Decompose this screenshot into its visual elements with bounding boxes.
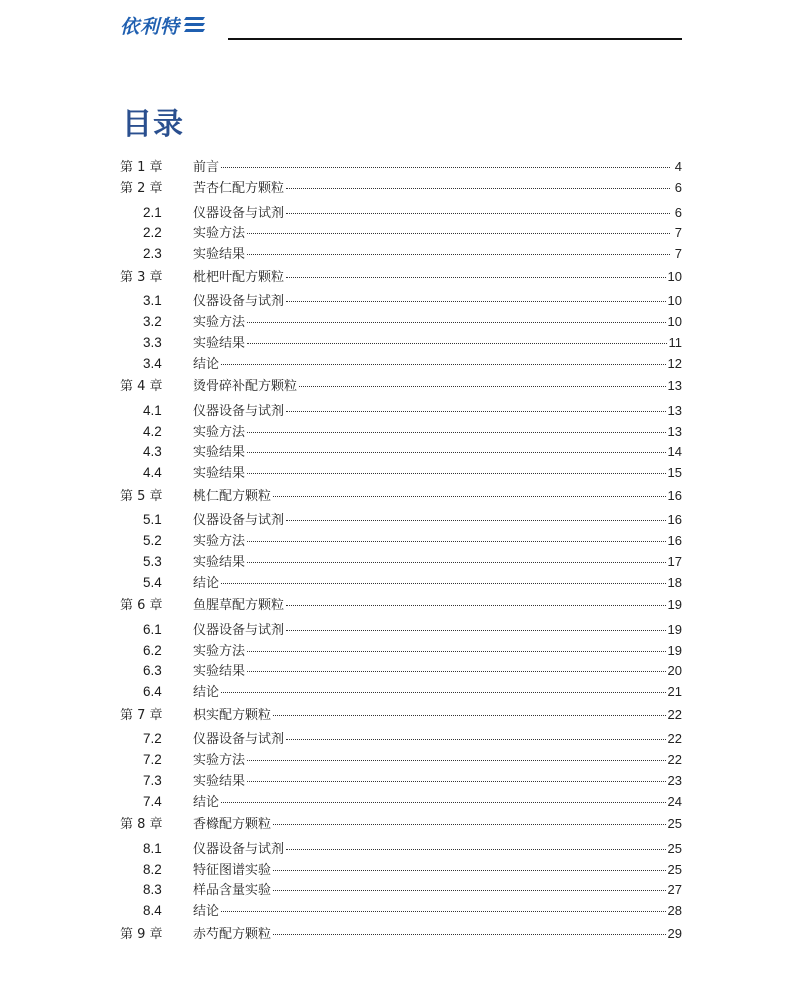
toc-dot-leader bbox=[286, 397, 666, 412]
toc-chapter-entry[interactable] bbox=[120, 177, 682, 197]
toc-dot-leader bbox=[247, 459, 666, 474]
toc-entry-label: 枳实配方颗粒 bbox=[193, 707, 272, 723]
toc-entry-page: 16 bbox=[667, 487, 682, 503]
toc-entry-page: 18 bbox=[667, 574, 682, 590]
toc-entry-label: 前言 bbox=[193, 160, 220, 175]
toc-entry-number: 第 4 章 bbox=[120, 379, 163, 394]
toc-dot-leader bbox=[221, 153, 670, 168]
toc-entry-number: 2.2 bbox=[143, 225, 162, 241]
toc-section-entry[interactable] bbox=[120, 900, 682, 920]
toc-entry-number: 第 2 章 bbox=[120, 180, 163, 196]
toc-entry-label: 实验方法 bbox=[193, 643, 246, 659]
toc-section-entry[interactable] bbox=[120, 353, 682, 373]
toc-chapter-entry[interactable] bbox=[120, 266, 682, 286]
toc-dot-leader bbox=[286, 199, 670, 214]
toc-dot-leader bbox=[247, 418, 666, 433]
toc-entry-label: 结论 bbox=[193, 794, 220, 810]
toc-entry-number: 7.4 bbox=[143, 793, 162, 809]
toc-dot-leader bbox=[286, 835, 666, 850]
toc-entry-page: 13 bbox=[667, 378, 682, 393]
toc-dot-leader bbox=[286, 174, 670, 189]
toc-section-entry[interactable] bbox=[120, 243, 682, 263]
toc-entry-number: 第 9 章 bbox=[120, 926, 163, 942]
toc-entry-label: 实验结果 bbox=[193, 773, 246, 789]
toc-entry-number: 第 3 章 bbox=[120, 269, 163, 285]
toc-section-entry[interactable] bbox=[120, 462, 682, 482]
toc-entry-number: 2.1 bbox=[143, 204, 162, 220]
toc-dot-leader bbox=[286, 616, 666, 631]
toc-entry-page: 22 bbox=[667, 752, 682, 768]
toc-entry-label: 香橼配方颗粒 bbox=[193, 817, 272, 832]
toc-entry-label: 结论 bbox=[193, 575, 220, 591]
toc-entry-label: 实验方法 bbox=[193, 315, 246, 331]
toc-entry-page: 11 bbox=[668, 334, 682, 350]
toc-entry-number: 第 6 章 bbox=[120, 598, 163, 613]
toc-entry-page: 22 bbox=[667, 706, 682, 722]
toc-entry-label: 特征图谱实验 bbox=[193, 862, 272, 878]
logo-text: 依利特 bbox=[120, 15, 181, 38]
toc-entry-label: 实验方法 bbox=[193, 424, 246, 440]
toc-entry-label: 实验结果 bbox=[193, 445, 246, 461]
toc-list bbox=[120, 0, 682, 999]
toc-dot-leader bbox=[286, 287, 666, 302]
toc-entry-page: 16 bbox=[667, 512, 682, 528]
toc-dot-leader bbox=[221, 678, 666, 693]
toc-dot-leader bbox=[273, 856, 666, 871]
toc-entry-number: 7.3 bbox=[143, 772, 162, 788]
toc-entry-number: 7.2 bbox=[143, 752, 162, 768]
toc-entry-label: 仪器设备与试剂 bbox=[193, 403, 285, 419]
toc-dot-leader bbox=[273, 920, 666, 935]
toc-entry-page: 7 bbox=[674, 246, 682, 262]
toc-chapter-entry[interactable] bbox=[120, 923, 682, 943]
toc-dot-leader bbox=[247, 746, 666, 761]
toc-entry-page: 15 bbox=[667, 465, 682, 481]
toc-dot-leader bbox=[286, 725, 666, 740]
toc-entry-page: 27 bbox=[667, 882, 682, 898]
toc-dot-leader bbox=[247, 637, 666, 652]
toc-entry-page: 19 bbox=[667, 621, 682, 637]
toc-dot-leader bbox=[273, 876, 666, 891]
toc-entry-page: 13 bbox=[667, 423, 682, 439]
toc-entry-number: 5.2 bbox=[143, 533, 162, 549]
toc-entry-page: 14 bbox=[667, 444, 682, 460]
toc-dot-leader bbox=[247, 527, 666, 542]
toc-dot-leader bbox=[247, 767, 666, 782]
toc-entry-label: 样品含量实验 bbox=[193, 883, 272, 899]
toc-chapter-entry[interactable] bbox=[120, 594, 682, 614]
toc-entry-page: 10 bbox=[667, 314, 682, 330]
toc-chapter-entry[interactable] bbox=[120, 375, 682, 395]
toc-entry-label: 桃仁配方颗粒 bbox=[193, 488, 272, 504]
toc-dot-leader bbox=[221, 569, 666, 584]
toc-entry-label: 烫骨碎补配方颗粒 bbox=[193, 379, 298, 394]
toc-entry-number: 第 7 章 bbox=[120, 707, 163, 723]
toc-entry-page: 22 bbox=[667, 731, 682, 747]
toc-section-entry[interactable] bbox=[120, 572, 682, 592]
toc-entry-label: 实验方法 bbox=[193, 226, 246, 242]
toc-entry-page: 4 bbox=[674, 159, 682, 174]
toc-dot-leader bbox=[247, 329, 666, 344]
toc-title: 目录 bbox=[122, 107, 184, 142]
toc-dot-leader bbox=[247, 308, 666, 323]
toc-dot-leader bbox=[273, 701, 666, 716]
toc-entry-number: 8.4 bbox=[143, 903, 162, 919]
toc-dot-leader bbox=[273, 482, 666, 497]
toc-entry-number: 2.3 bbox=[143, 246, 162, 262]
toc-dot-leader bbox=[221, 897, 666, 912]
toc-entry-number: 6.1 bbox=[143, 621, 162, 637]
toc-entry-number: 5.3 bbox=[143, 553, 162, 569]
toc-section-entry[interactable] bbox=[120, 791, 682, 811]
toc-entry-number: 8.3 bbox=[143, 882, 162, 898]
toc-entry-label: 仪器设备与试剂 bbox=[193, 841, 285, 857]
toc-entry-page: 10 bbox=[667, 293, 682, 309]
toc-entry-label: 实验结果 bbox=[193, 554, 246, 570]
toc-entry-number: 7.2 bbox=[143, 731, 162, 747]
toc-entry-page: 25 bbox=[667, 861, 682, 877]
toc-entry-number: 6.2 bbox=[143, 642, 162, 658]
toc-entry-number: 3.3 bbox=[143, 334, 162, 350]
toc-entry-label: 枇杷叶配方颗粒 bbox=[193, 269, 285, 285]
toc-entry-label: 实验结果 bbox=[193, 664, 246, 680]
toc-entry-number: 6.4 bbox=[143, 684, 162, 700]
toc-entry-label: 结论 bbox=[193, 356, 220, 372]
toc-entry-number: 3.1 bbox=[143, 293, 162, 309]
toc-entry-page: 25 bbox=[667, 816, 682, 831]
toc-dot-leader bbox=[247, 548, 666, 563]
toc-entry-page: 17 bbox=[667, 553, 682, 569]
toc-entry-label: 仪器设备与试剂 bbox=[193, 622, 285, 638]
toc-entry-label: 实验结果 bbox=[193, 466, 246, 482]
toc-entry-label: 仪器设备与试剂 bbox=[193, 294, 285, 310]
toc-entry-number: 第 8 章 bbox=[120, 817, 163, 832]
toc-entry-page: 16 bbox=[667, 533, 682, 549]
toc-entry-label: 实验结果 bbox=[193, 247, 246, 263]
toc-entry-page: 29 bbox=[667, 925, 682, 941]
toc-entry-page: 25 bbox=[667, 840, 682, 856]
toc-entry-number: 5.1 bbox=[143, 512, 162, 528]
toc-entry-number: 第 5 章 bbox=[120, 488, 163, 504]
toc-entry-label: 苦杏仁配方颗粒 bbox=[193, 180, 285, 196]
toc-dot-leader bbox=[273, 810, 666, 825]
toc-dot-leader bbox=[247, 438, 666, 453]
toc-entry-number: 5.4 bbox=[143, 574, 162, 590]
toc-entry-page: 12 bbox=[667, 355, 682, 371]
toc-entry-number: 4.4 bbox=[143, 465, 162, 481]
toc-entry-page: 24 bbox=[667, 793, 682, 809]
toc-entry-number: 4.3 bbox=[143, 444, 162, 460]
toc-entry-page: 10 bbox=[667, 268, 682, 284]
toc-entry-label: 结论 bbox=[193, 685, 220, 701]
toc-dot-leader bbox=[286, 506, 666, 521]
toc-entry-label: 实验方法 bbox=[193, 534, 246, 550]
toc-entry-number: 3.4 bbox=[143, 355, 162, 371]
toc-entry-page: 20 bbox=[667, 663, 682, 679]
toc-entry-number: 3.2 bbox=[143, 314, 162, 330]
toc-entry-number: 4.2 bbox=[143, 423, 162, 439]
toc-entry-label: 赤芍配方颗粒 bbox=[193, 926, 272, 942]
toc-entry-label: 鱼腥草配方颗粒 bbox=[193, 598, 285, 613]
toc-entry-label: 结论 bbox=[193, 904, 220, 920]
toc-dot-leader bbox=[247, 240, 670, 255]
toc-entry-number: 8.1 bbox=[143, 840, 162, 856]
toc-entry-page: 7 bbox=[674, 225, 682, 241]
toc-section-entry[interactable] bbox=[120, 681, 682, 701]
toc-entry-number: 8.2 bbox=[143, 861, 162, 877]
toc-dot-leader bbox=[247, 219, 670, 234]
toc-dot-leader bbox=[299, 372, 666, 387]
toc-entry-page: 23 bbox=[667, 772, 682, 788]
toc-chapter-entry[interactable] bbox=[120, 813, 682, 833]
toc-entry-label: 实验结果 bbox=[193, 335, 246, 351]
toc-entry-page: 21 bbox=[667, 684, 682, 700]
toc-dot-leader bbox=[247, 657, 666, 672]
toc-entry-page: 19 bbox=[667, 642, 682, 658]
toc-entry-page: 28 bbox=[667, 903, 682, 919]
toc-entry-page: 6 bbox=[674, 204, 682, 220]
toc-dot-leader bbox=[286, 263, 666, 278]
toc-entry-label: 实验方法 bbox=[193, 753, 246, 769]
toc-dot-leader bbox=[221, 350, 666, 365]
toc-entry-label: 仪器设备与试剂 bbox=[193, 513, 285, 529]
toc-dot-leader bbox=[221, 788, 666, 803]
toc-entry-page: 13 bbox=[667, 402, 682, 418]
toc-entry-number: 第 1 章 bbox=[120, 160, 163, 175]
toc-dot-leader bbox=[286, 591, 666, 606]
toc-entry-page: 19 bbox=[667, 597, 682, 612]
toc-entry-number: 4.1 bbox=[143, 402, 162, 418]
toc-entry-page: 6 bbox=[674, 179, 682, 195]
toc-chapter-entry[interactable] bbox=[120, 704, 682, 724]
toc-entry-label: 仪器设备与试剂 bbox=[193, 732, 285, 748]
toc-entry-number: 6.3 bbox=[143, 663, 162, 679]
toc-chapter-entry[interactable] bbox=[120, 485, 682, 505]
toc-entry-label: 仪器设备与试剂 bbox=[193, 205, 285, 221]
